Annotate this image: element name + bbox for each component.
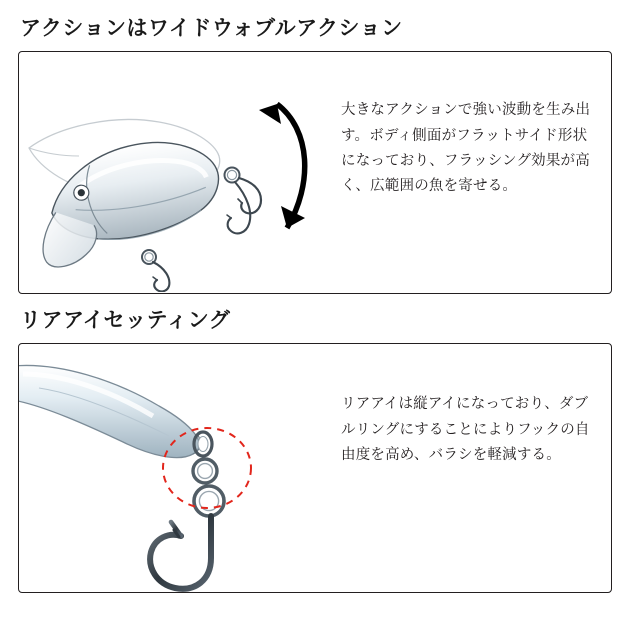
rear-eye-double-ring-hook-diagram	[19, 344, 339, 592]
section-title-wobble-action: アクションはワイドウォブルアクション	[20, 17, 403, 40]
belly-split-ring-and-hook	[142, 250, 169, 291]
description-rear-eye-setting-text: リアアイは縦アイになっており、ダブルリングにすることによりフックの自由度を高め、バラシを軽減する。	[341, 396, 590, 464]
description-wobble-action	[341, 98, 591, 200]
section-rear-eye-setting	[18, 308, 612, 593]
tail-hook-secondary	[227, 182, 250, 233]
rear-split-ring-and-hook	[225, 168, 262, 214]
section-wobble-action	[18, 16, 612, 294]
section-title-rear-eye-setting: リアアイセッティング	[20, 309, 231, 333]
lure-body	[30, 134, 228, 269]
double-split-rings	[193, 459, 224, 516]
crankbait-lure-wobble-diagram	[19, 52, 339, 292]
description-wobble-action-text: 大きなアクションで強い波動を生み出す。ボディ側面がフラットサイド形状になっており、フラッシング効果が高く、広範囲の魚を寄せる。	[341, 102, 591, 195]
panel-rear-eye-setting	[18, 343, 612, 593]
panel-wobble-action	[18, 51, 612, 294]
single-hook	[150, 516, 211, 589]
description-rear-eye-setting	[341, 392, 593, 468]
wobble-arc-arrow	[259, 104, 305, 228]
